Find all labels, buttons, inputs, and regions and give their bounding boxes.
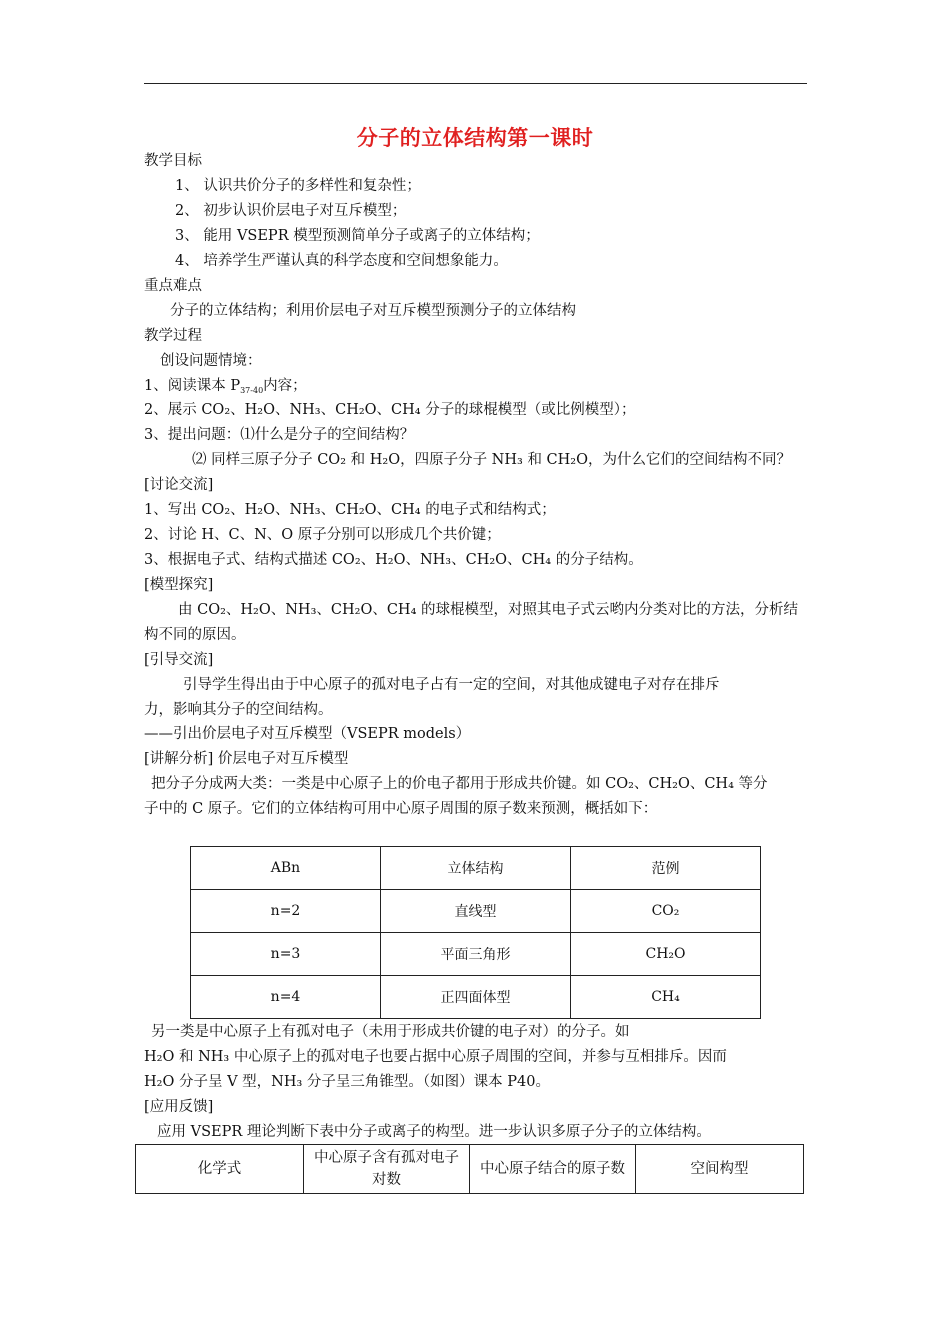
other-paragraph-2: H₂O 和 NH₃ 中心原子上的孤对电子也要占据中心原子周围的空间，并参与互相排斥。因而: [144, 1049, 727, 1065]
table-cell: 直线型: [381, 890, 571, 933]
table-header-cell: 立体结构: [381, 847, 571, 890]
feedback-paragraph: 应用 VSEPR 理论判断下表中分子或离子的构型。进一步认识多原子分子的立体结构。: [157, 1124, 711, 1140]
page-title: 分子的立体结构第一课时: [356, 125, 594, 150]
model-paragraph-1: 由 CO₂、H₂O、NH₃、CH₂O、CH₄ 的球棍模型，对照其电子式云哟内分类对比的方法，分析结: [178, 602, 798, 618]
model-heading: [模型探究]: [144, 577, 214, 593]
process-line-1-a: 1、阅读课本 P: [144, 378, 241, 394]
table-cell: 正四面体型: [381, 976, 571, 1019]
process-heading: 教学过程: [144, 328, 202, 344]
table-cell: n=2: [191, 890, 381, 933]
table-cell: 平面三角形: [381, 933, 571, 976]
table-header-cell: 范例: [571, 847, 761, 890]
explain-paragraph-1: 把分子分成两大类：一类是中心原子上的价电子都用于形成共价键。如 CO₂、CH₂O、CH₄ 等分: [151, 776, 768, 792]
page-range: 37-40: [240, 386, 264, 395]
table-header-row: [136, 1145, 804, 1194]
table-header-cell: 化学式: [136, 1145, 304, 1194]
table-header-cell: 空间构型: [636, 1145, 804, 1194]
goal-item: 3、 能用 VSEPR 模型预测简单分子或离子的立体结构；: [175, 228, 540, 244]
other-paragraph-3: H₂O 分子呈 V 型，NH₃ 分子呈三角锥型。（如图）课本 P40。: [144, 1074, 550, 1090]
guide-heading: [引导交流]: [144, 652, 214, 668]
discussion-heading: [讨论交流]: [144, 477, 214, 493]
goal-item: 4、 培养学生严谨认真的科学态度和空间想象能力。: [175, 253, 508, 269]
table-row: [191, 933, 761, 976]
process-line-1: [144, 376, 307, 398]
table-header-row: [191, 847, 761, 890]
table-cell: CO₂: [571, 890, 761, 933]
goals-heading: 教学目标: [144, 153, 202, 169]
discussion-item: 3、根据电子式、结构式描述 CO₂、H₂O、NH₃、CH₂O、CH₄ 的分子结构。: [144, 552, 643, 568]
table-header-cell: 中心原子结合的原子数: [470, 1145, 636, 1194]
process-line-3: 3、提出问题：⑴什么是分子的空间结构？: [144, 427, 415, 443]
table-header-cell: ABn: [191, 847, 381, 890]
table-row: [191, 976, 761, 1019]
header-rule: [144, 83, 807, 84]
situation-label: 创设问题情境：: [160, 353, 262, 369]
table-cell: CH₂O: [571, 933, 761, 976]
table-header-cell: 中心原子含有孤对电子对数: [304, 1145, 470, 1194]
discussion-item: 2、讨论 H、C、N、O 原子分别可以形成几个共价键；: [144, 527, 501, 543]
discussion-item: 1、写出 CO₂、H₂O、NH₃、CH₂O、CH₄ 的电子式和结构式；: [144, 502, 556, 518]
model-paragraph-2: 构不同的原因。: [144, 627, 246, 643]
feedback-heading: [应用反馈]: [144, 1099, 214, 1115]
application-table: [135, 1144, 804, 1194]
table-cell: n=4: [191, 976, 381, 1019]
keypoints-text: 分子的立体结构；利用价层电子对互斥模型预测分子的立体结构: [170, 303, 576, 319]
guide-paragraph-1: 引导学生得出由于中心原子的孤对电子占有一定的空间，对其他成键电子对存在排斥: [183, 677, 720, 693]
guide-paragraph-2: 力，影响其分子的空间结构。: [144, 702, 333, 718]
process-line-1-b: 内容；: [263, 378, 307, 394]
table-cell: CH₄: [571, 976, 761, 1019]
process-line-4: ⑵ 同样三原子分子 CO₂ 和 H₂O，四原子分子 NH₃ 和 CH₂O，为什么它们的空间结构不同？: [192, 452, 791, 468]
explain-paragraph-2: 子中的 C 原子。它们的立体结构可用中心原子周围的原子数来预测，概括如下：: [144, 801, 658, 817]
keypoints-heading: 重点难点: [144, 278, 202, 294]
table-row: [191, 890, 761, 933]
vsepr-table: [190, 846, 761, 1019]
other-paragraph-1: 另一类是中心原子上有孤对电子（未用于形成共价键的电子对）的分子。如: [151, 1024, 630, 1040]
process-line-2: 2、展示 CO₂、H₂O、NH₃、CH₂O、CH₄ 分子的球棍模型（或比例模型）；: [144, 402, 636, 418]
table-cell: n=3: [191, 933, 381, 976]
goal-item: 1、 认识共价分子的多样性和复杂性；: [175, 178, 421, 194]
goal-item: 2、 初步认识价层电子对互斥模型；: [175, 203, 407, 219]
guide-paragraph-3: ——引出价层电子对互斥模型（VSEPR models）: [144, 726, 471, 742]
explain-heading: [讲解分析] 价层电子对互斥模型: [144, 751, 349, 767]
